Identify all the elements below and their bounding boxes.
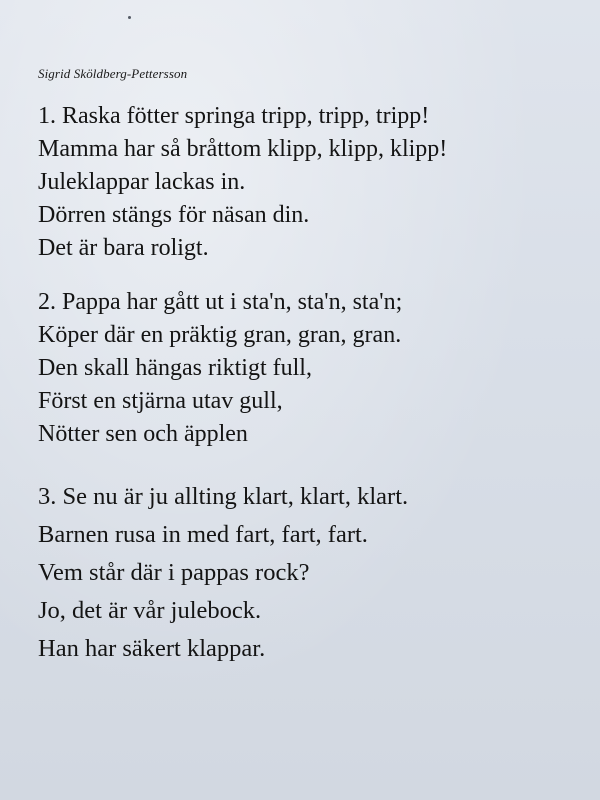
stanza-line: Jo, det är vår julebock. [38, 597, 262, 624]
stanza-line: Vem står där i pappas rock? [38, 559, 310, 586]
stanza-line: 1. Raska fötter springa tripp, tripp, tripp! [38, 103, 430, 129]
stanza-line: Det är bara roligt. [38, 235, 209, 261]
stanza-3 [38, 478, 408, 668]
stanza-line: Mamma har så bråttom klipp, klipp, klipp! [38, 136, 448, 162]
author-name: Sigrid Sköldberg-Pettersson [38, 66, 188, 81]
stanza-line: Köper där en präktig gran, gran, gran. [38, 322, 402, 348]
stanza-1 [38, 100, 447, 265]
stanza-2 [38, 286, 402, 451]
stanza-line: 2. Pappa har gått ut i sta'n, sta'n, sta'n; [38, 289, 403, 315]
stanza-line: Den skall hängas riktigt full, [38, 355, 312, 381]
stanza-line: 3. Se nu är ju allting klart, klart, klart. [38, 483, 409, 510]
stanza-line: Dörren stängs för näsan din. [38, 202, 310, 228]
paper-speck [128, 16, 131, 19]
stanza-line: Nötter sen och äpplen [38, 421, 248, 447]
stanza-line: Juleklappar lackas in. [38, 169, 246, 195]
stanza-line: Barnen rusa in med fart, fart, fart. [38, 521, 368, 548]
stanza-line: Först en stjärna utav gull, [38, 388, 283, 414]
stanza-line: Han har säkert klappar. [38, 635, 266, 662]
